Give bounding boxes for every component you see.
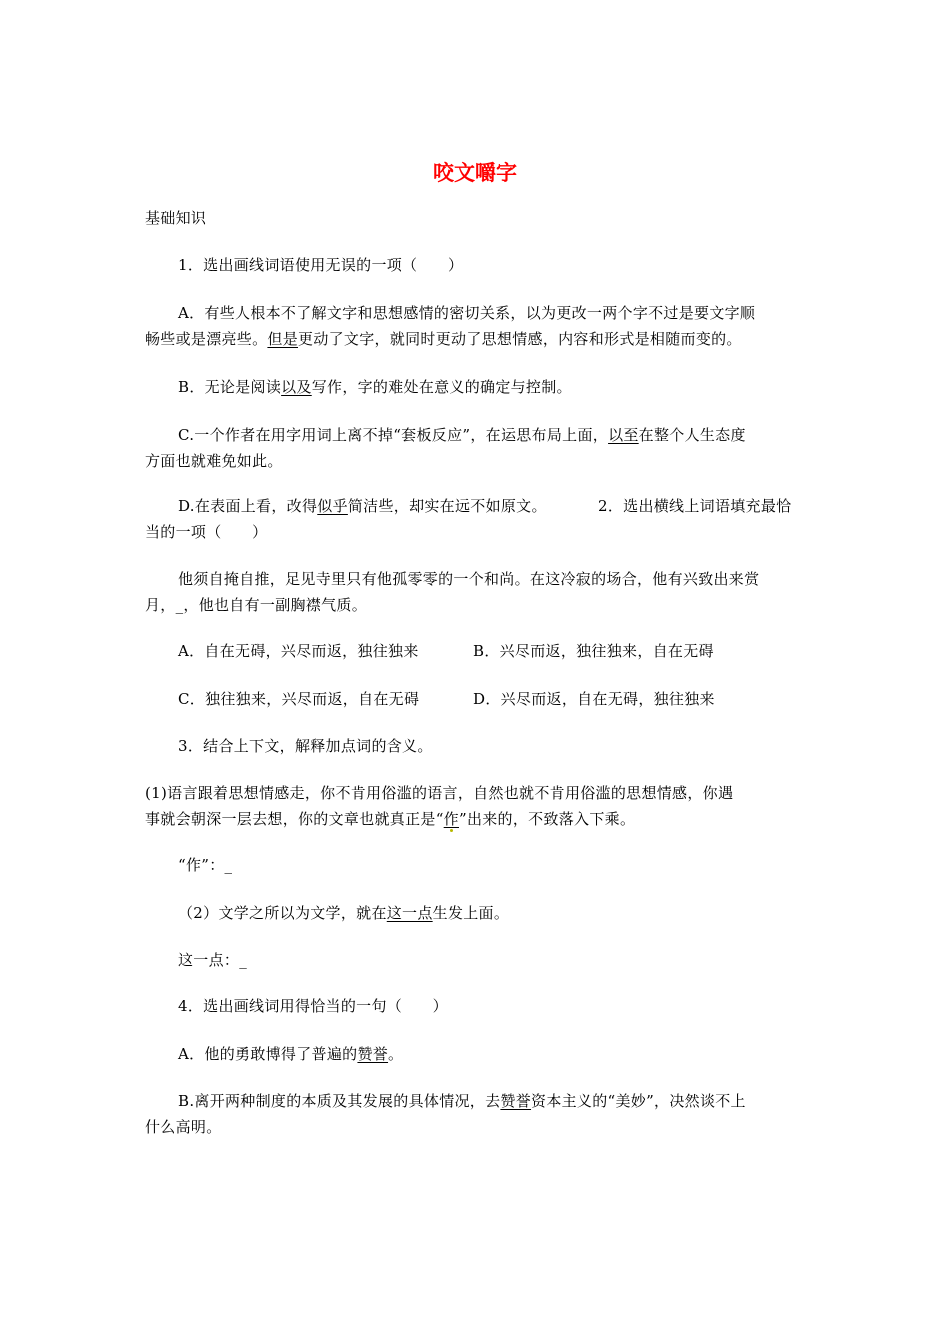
q3-p2-text-post: 生发上面。 [432, 904, 510, 922]
q1-option-b [178, 376, 572, 398]
q3-part1-line2 [145, 808, 635, 830]
document-title: 咬文嚼字 [433, 161, 517, 185]
q2-passage-line2: 月，_，他也自有一副胸襟气质。 [145, 596, 368, 614]
q3-stem: 3．结合上下文，解释加点词的含义。 [178, 737, 433, 755]
q1-option-c-line1 [178, 424, 746, 446]
q1-d-text-post: 简洁些，却实在远不如原文。 [347, 497, 547, 515]
q3-p2-text-pre: （2）文学之所以为文学，就在 [178, 904, 387, 922]
q1-a-underlined: 但是 [267, 330, 299, 348]
q2-stem-line1: 2．选出横线上词语填充最恰 [598, 497, 792, 515]
q1-d-underlined: 似乎 [317, 497, 348, 515]
q2-option-d: D．兴尽而返，自在无碍，独往独来 [473, 690, 715, 708]
q3-part1-line1: (1)语言跟着思想情感走，你不肯用俗滥的语言，自然也就不肯用俗滥的思想情感，你遇 [145, 784, 734, 802]
q1-b-text-pre: B．无论是阅读 [178, 378, 282, 396]
q3-p1-dotted-word: 作 [443, 810, 459, 828]
section-heading: 基础知识 [145, 209, 207, 227]
q1-stem: 1．选出画线词语使用无误的一项（ ） [178, 256, 464, 274]
q1-b-text-post: 写作，字的难处在意义的确定与控制。 [311, 378, 572, 396]
q2-option-c: C．独往独来，兴尽而返，自在无碍 [178, 690, 420, 708]
q4-b-underlined: 赞誉 [500, 1092, 532, 1110]
q1-option-a-line2 [145, 328, 742, 350]
q1-a-text-pre: 畅些或是漂亮些。 [145, 330, 268, 348]
q3-part2 [178, 902, 509, 924]
q1-b-underlined: 以及 [281, 378, 312, 396]
q1-option-c-line2: 方面也就难免如此。 [145, 452, 283, 470]
q4-a-text-post: 。 [388, 1045, 404, 1063]
q4-option-a [178, 1043, 403, 1065]
q1-option-a-line1: A．有些人根本不了解文字和思想感情的密切关系，以为更改一两个字不过是要文字顺 [178, 304, 756, 322]
q2-stem-line2: 当的一项（ ） [145, 523, 268, 541]
q4-a-underlined: 赞誉 [357, 1045, 389, 1063]
q4-option-b-line2: 什么高明。 [145, 1118, 222, 1136]
q3-p1-text-pre: 事就会朝深一层去想，你的文章也就真正是“ [145, 810, 444, 828]
q4-a-text-pre: A．他的勇敢博得了普遍的 [178, 1045, 358, 1063]
q1-a-text-post: 更动了文字，就同时更动了思想情感，内容和形式是相随而变的。 [298, 330, 742, 348]
q3-part1-answer: “作”：_ [178, 856, 233, 874]
q2-option-b: B．兴尽而返，独往独来，自在无碍 [473, 642, 714, 660]
q1-c-text-pre: C.一个作者在用字用词上离不掉“套板反应”，在运思布局上面， [178, 426, 609, 444]
q3-part2-answer: 这一点：_ [178, 951, 248, 969]
q3-p1-text-post: ”出来的，不致落入下乘。 [458, 810, 636, 828]
q1-option-d [178, 495, 547, 517]
q1-d-text-pre: D.在表面上看，改得 [178, 497, 318, 515]
q2-passage-line1: 他须自掩自推，足见寺里只有他孤零零的一个和尚。在这冷寂的场合，他有兴致出来赏 [178, 570, 760, 588]
q1-c-underlined: 以至 [608, 426, 639, 444]
q4-b-text-pre: B.离开两种制度的本质及其发展的具体情况，去 [178, 1092, 501, 1110]
q4-stem: 4．选出画线词用得恰当的一句（ ） [178, 997, 448, 1015]
q3-p2-dotted-word: 这一点 [386, 904, 433, 922]
q1-c-text-post: 在整个人生态度 [638, 426, 746, 444]
q4-b-text-post: 资本主义的“美妙”，决然谈不上 [531, 1092, 746, 1110]
q4-option-b-line1 [178, 1090, 746, 1112]
q2-option-a: A．自在无碍，兴尽而返，独往独来 [178, 642, 419, 660]
